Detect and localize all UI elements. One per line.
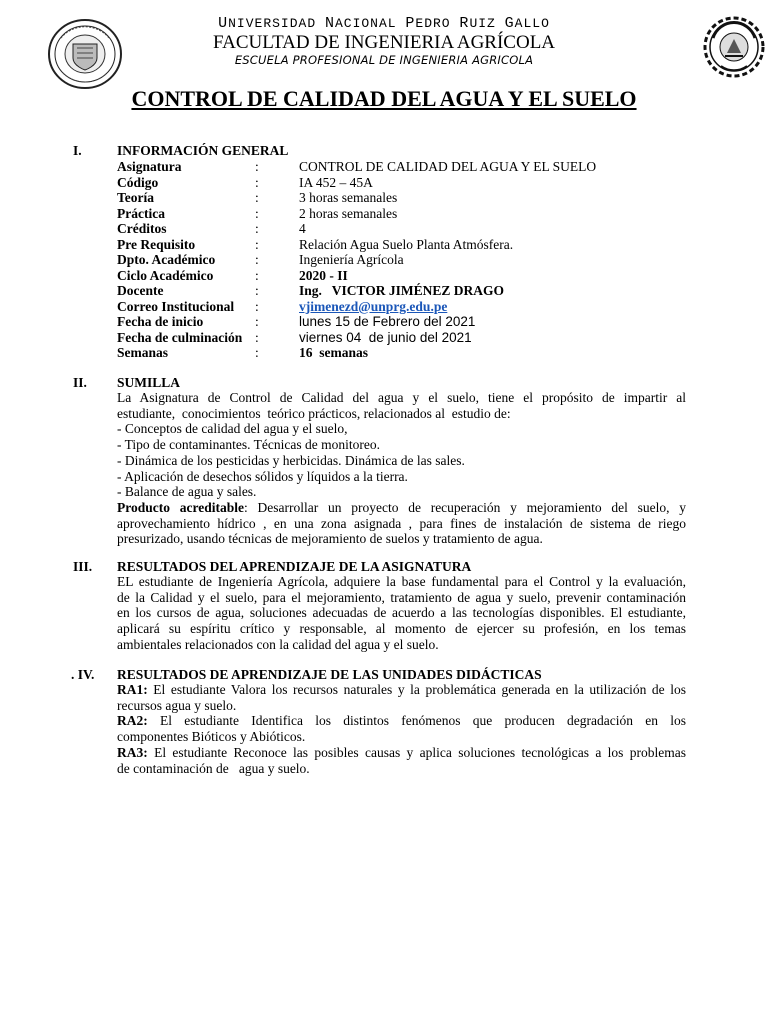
email-link[interactable]: vjimenezd@unprg.edu.pe bbox=[299, 298, 448, 314]
section-3-number: III. bbox=[73, 559, 93, 574]
ra2-line: componentes Bióticos y Abióticos. bbox=[117, 729, 306, 745]
ra2-text: El estudiante Identifica los distintos fenómenos que producen degradación en los bbox=[147, 713, 686, 729]
ra3-line: de contaminación de agua y suelo. bbox=[117, 760, 310, 776]
section-2-heading: SUMILLA bbox=[117, 375, 181, 390]
ra1-line bbox=[117, 682, 686, 698]
info-value: 4 bbox=[299, 221, 306, 236]
info-value: Relación Agua Suelo Planta Atmósfera. bbox=[299, 236, 514, 252]
product-line: presurizado, usando técnicas de mejoramiento de suelos y tratamiento de agua. bbox=[117, 531, 543, 547]
info-label: Práctica bbox=[117, 205, 165, 221]
info-colon: : bbox=[255, 221, 259, 236]
results-line: en los cursos de agua, soluciones adecuadas de acuerdo a las tecnologías disponibles. El estudiante, bbox=[117, 605, 686, 621]
info-label: Dpto. Académico bbox=[117, 252, 216, 267]
sumilla-intro-line: estudiante, conocimientos teórico prácticos, relacionados al estudio de: bbox=[117, 405, 511, 421]
info-value: 2020 - II bbox=[299, 267, 348, 283]
results-line: ambientales relacionados con la calidad del agua y el suelo. bbox=[117, 636, 439, 652]
info-colon: : bbox=[255, 252, 259, 267]
info-value: IA 452 – 45A bbox=[299, 174, 373, 190]
info-label: Correo Institucional bbox=[117, 298, 235, 314]
info-value: 2 horas semanales bbox=[299, 205, 398, 221]
ra2-label: RA2: bbox=[117, 713, 148, 729]
info-colon: : bbox=[255, 205, 259, 221]
university-name: UNIVERSIDAD NACIONAL PEDRO RUIZ GALLO bbox=[218, 15, 550, 32]
info-value: 3 horas semanales bbox=[299, 190, 398, 205]
info-value: lunes 15 de Febrero del 2021 bbox=[299, 314, 476, 329]
section-3-heading: RESULTADOS DEL APRENDIZAJE DE LA ASIGNATURA bbox=[117, 559, 472, 574]
info-colon: : bbox=[255, 329, 259, 345]
section-1-number: I. bbox=[73, 143, 82, 158]
ra1-label: RA1: bbox=[117, 682, 148, 697]
product-label: Producto acreditable bbox=[117, 499, 244, 515]
info-label: Fecha de culminación bbox=[117, 329, 243, 345]
info-colon: : bbox=[255, 267, 259, 283]
section-2-number: II. bbox=[73, 375, 87, 390]
info-colon: : bbox=[255, 283, 259, 298]
info-label: Créditos bbox=[117, 221, 167, 236]
ra1-line: recursos agua y suelo. bbox=[117, 697, 237, 713]
faculty-name: FACULTAD DE INGENIERIA AGRÍCOLA bbox=[212, 32, 556, 53]
section-4-heading: RESULTADOS DE APRENDIZAJE DE LAS UNIDADES DIDÁCTICAS bbox=[117, 667, 542, 682]
product-line bbox=[117, 500, 686, 516]
info-colon: : bbox=[255, 236, 259, 252]
section-4-number: . IV. bbox=[71, 667, 95, 682]
ra3-line bbox=[117, 745, 686, 761]
info-value: Ingeniería Agrícola bbox=[299, 252, 404, 267]
info-value: Ing. VICTOR JIMÉNEZ DRAGO bbox=[299, 283, 505, 298]
info-colon: : bbox=[255, 298, 259, 314]
document-title: CONTROL DE CALIDAD DEL AGUA Y EL SUELO bbox=[131, 86, 637, 111]
info-label: Docente bbox=[117, 283, 164, 298]
info-value: CONTROL DE CALIDAD DEL AGUA Y EL SUELO bbox=[299, 159, 597, 174]
sumilla-list-item: - Balance de agua y sales. bbox=[117, 484, 257, 500]
info-label: Teoría bbox=[117, 190, 154, 205]
ra2-line bbox=[117, 713, 686, 729]
units-body bbox=[117, 682, 686, 776]
ra3-text: El estudiante Reconoce las posibles causas y aplica soluciones tecnológicas a los problemas bbox=[147, 744, 686, 760]
ra1-text: El estudiante Valora los recursos naturales y la problemática generada en la utilización de los bbox=[147, 682, 686, 697]
info-label: Asignatura bbox=[117, 159, 182, 174]
info-value: viernes 04 de junio del 2021 bbox=[299, 329, 472, 345]
info-colon: : bbox=[255, 345, 259, 360]
info-label: Pre Requisito bbox=[117, 236, 196, 252]
sumilla-list-item: - Aplicación de desechos sólidos y líquidos a la tierra. bbox=[117, 468, 408, 484]
results-line: de la Calidad y el suelo, para el mejoramiento, tratamiento de agua y suelo, prevenir contaminación bbox=[117, 589, 686, 605]
info-colon: : bbox=[255, 190, 259, 205]
results-body bbox=[117, 574, 686, 653]
sumilla-list-item: - Conceptos de calidad del agua y el suelo, bbox=[117, 421, 348, 437]
info-colon: : bbox=[255, 314, 259, 329]
info-value: 16 semanas bbox=[299, 345, 369, 360]
product-text: : Desarrollar un proyecto de recuperación y mejoramiento del suelo, y bbox=[244, 499, 686, 515]
school-name: ESCUELA PROFESIONAL DE INGENIERIA AGRICOLA bbox=[234, 53, 534, 67]
sumilla-list-item: - Dinámica de los pesticidas y herbicidas. Dinámica de las sales. bbox=[117, 452, 465, 468]
sumilla-body bbox=[117, 390, 686, 547]
results-line: aplicará su espíritu crítico y responsable, al momento de ejercer su profesión, en los temas bbox=[117, 621, 686, 637]
info-label: Ciclo Académico bbox=[117, 267, 214, 283]
product-line: aprovechamiento hídrico , en una zona asignada , para fines de instalación de sistema de riego bbox=[117, 515, 686, 531]
info-colon: : bbox=[255, 174, 259, 190]
sumilla-intro-line: La Asignatura de Control de Calidad del agua y el suelo, tiene el propósito de impartir al bbox=[117, 390, 686, 405]
info-label: Semanas bbox=[117, 345, 169, 360]
info-label: Código bbox=[117, 174, 159, 190]
section-1-heading: INFORMACIÓN GENERAL bbox=[117, 143, 289, 158]
info-colon: : bbox=[255, 159, 259, 174]
ra3-label: RA3: bbox=[117, 744, 148, 760]
sumilla-list-item: - Tipo de contaminantes. Técnicas de monitoreo. bbox=[117, 437, 380, 453]
info-label: Fecha de inicio bbox=[117, 314, 204, 329]
results-line: EL estudiante de Ingeniería Agrícola, adquiere la base fundamental para el Control y la evaluación, bbox=[117, 574, 686, 589]
